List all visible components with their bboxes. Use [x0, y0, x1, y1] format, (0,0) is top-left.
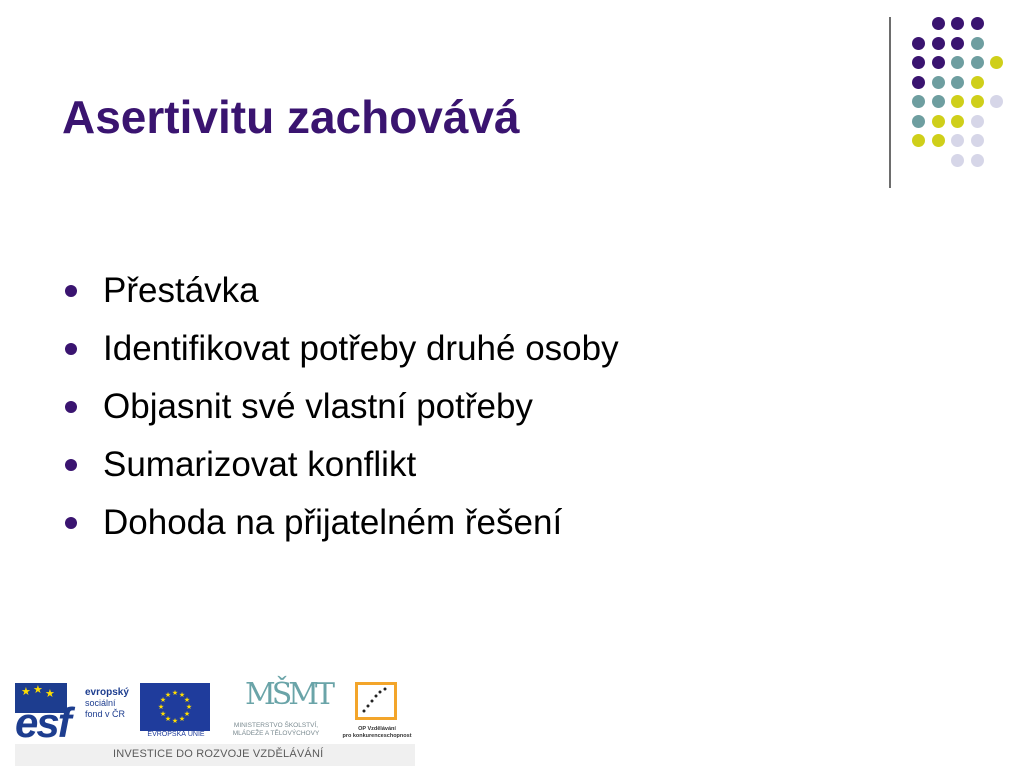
slide-title: Asertivitu zachovává	[62, 91, 520, 143]
msmt-mark: MŠMT	[245, 677, 331, 712]
bullet-text: Dohoda na přijatelném řešení	[103, 503, 563, 542]
svg-text:★: ★	[183, 696, 191, 704]
dot-purple	[912, 56, 925, 69]
dot-teal	[951, 76, 964, 89]
dot-lavender	[971, 134, 984, 147]
bullet-item	[62, 436, 619, 494]
bullet-item	[62, 494, 619, 552]
esf-text	[85, 687, 145, 720]
dot-teal	[971, 56, 984, 69]
dot-purple	[912, 37, 925, 50]
dot-yellow	[932, 134, 945, 147]
dot-lavender	[951, 154, 964, 167]
star-icon: ★	[21, 686, 31, 698]
esf-text-line: sociální	[85, 698, 116, 708]
esf-logo	[15, 683, 137, 746]
dot-yellow	[990, 56, 1003, 69]
bullet-marker-icon	[65, 517, 77, 529]
bullet-item	[62, 262, 619, 320]
svg-text:★: ★	[159, 696, 167, 704]
esf-text-line: fond v ČR	[85, 709, 126, 719]
msmt-caption-line: MINISTERSTVO ŠKOLSTVÍ,	[233, 722, 319, 729]
dot-teal	[932, 95, 945, 108]
bullet-text: Identifikovat potřeby druhé osoby	[103, 329, 619, 368]
bullet-marker-icon	[65, 285, 77, 297]
op-dots-icon	[358, 685, 394, 717]
op-logo	[337, 680, 417, 744]
dot-purple	[951, 37, 964, 50]
bullet-text: Objasnit své vlastní potřeby	[103, 387, 533, 426]
dot-lavender	[971, 154, 984, 167]
dot-yellow	[912, 134, 925, 147]
eu-flag-icon	[140, 683, 210, 731]
svg-text:★: ★	[185, 703, 193, 711]
bullet-text: Sumarizovat konflikt	[103, 445, 417, 484]
dot-lavender	[971, 115, 984, 128]
dot-yellow	[971, 95, 984, 108]
bullet-text: Přestávka	[103, 271, 259, 310]
msmt-caption-line: MLÁDEŽE A TĚLOVÝCHOVY	[232, 730, 320, 737]
svg-text:★: ★	[164, 691, 172, 699]
op-caption-line: pro konkurenceschopnost	[342, 733, 412, 739]
eu-logo	[140, 683, 212, 741]
svg-text:★: ★	[159, 710, 167, 718]
dot-lavender	[990, 95, 1003, 108]
dot-teal	[971, 37, 984, 50]
svg-text:★: ★	[178, 715, 186, 723]
bullet-list	[62, 262, 619, 552]
svg-text:★: ★	[171, 717, 179, 725]
footer-slogan: INVESTICE DO ROZVOJE VZDĚLÁVÁNÍ	[113, 748, 324, 760]
dot-lavender	[951, 134, 964, 147]
svg-text:★: ★	[164, 715, 172, 723]
bullet-item	[62, 320, 619, 378]
op-caption-line: OP Vzdělávání	[358, 726, 396, 732]
dot-purple	[932, 56, 945, 69]
decorative-divider	[889, 17, 891, 188]
msmt-caption	[215, 722, 337, 738]
dot-teal	[912, 115, 925, 128]
dot-purple	[932, 37, 945, 50]
bullet-marker-icon	[65, 343, 77, 355]
bullet-marker-icon	[65, 401, 77, 413]
eu-caption: EVROPSKÁ UNIE	[147, 731, 205, 738]
dot-purple	[971, 17, 984, 30]
bullet-item	[62, 378, 619, 436]
esf-wordmark: esf	[15, 699, 70, 746]
eu-stars-icon	[140, 683, 210, 731]
star-icon: ★	[45, 688, 55, 700]
dot-yellow	[971, 76, 984, 89]
star-icon: ★	[33, 684, 43, 696]
dot-teal	[912, 95, 925, 108]
dot-purple	[951, 17, 964, 30]
dot-teal	[951, 56, 964, 69]
svg-text:★: ★	[183, 710, 191, 718]
msmt-logo	[215, 678, 335, 740]
bullet-marker-icon	[65, 459, 77, 471]
op-square-icon	[355, 682, 397, 720]
svg-text:★: ★	[157, 703, 165, 711]
dot-teal	[932, 76, 945, 89]
dot-yellow	[951, 115, 964, 128]
esf-text-line: evropský	[85, 687, 129, 698]
dot-purple	[912, 76, 925, 89]
svg-text:★: ★	[178, 691, 186, 699]
dot-yellow	[932, 115, 945, 128]
op-caption	[337, 726, 417, 740]
dot-yellow	[951, 95, 964, 108]
svg-text:★: ★	[171, 689, 179, 697]
dot-purple	[932, 17, 945, 30]
footer-logos	[15, 678, 415, 768]
